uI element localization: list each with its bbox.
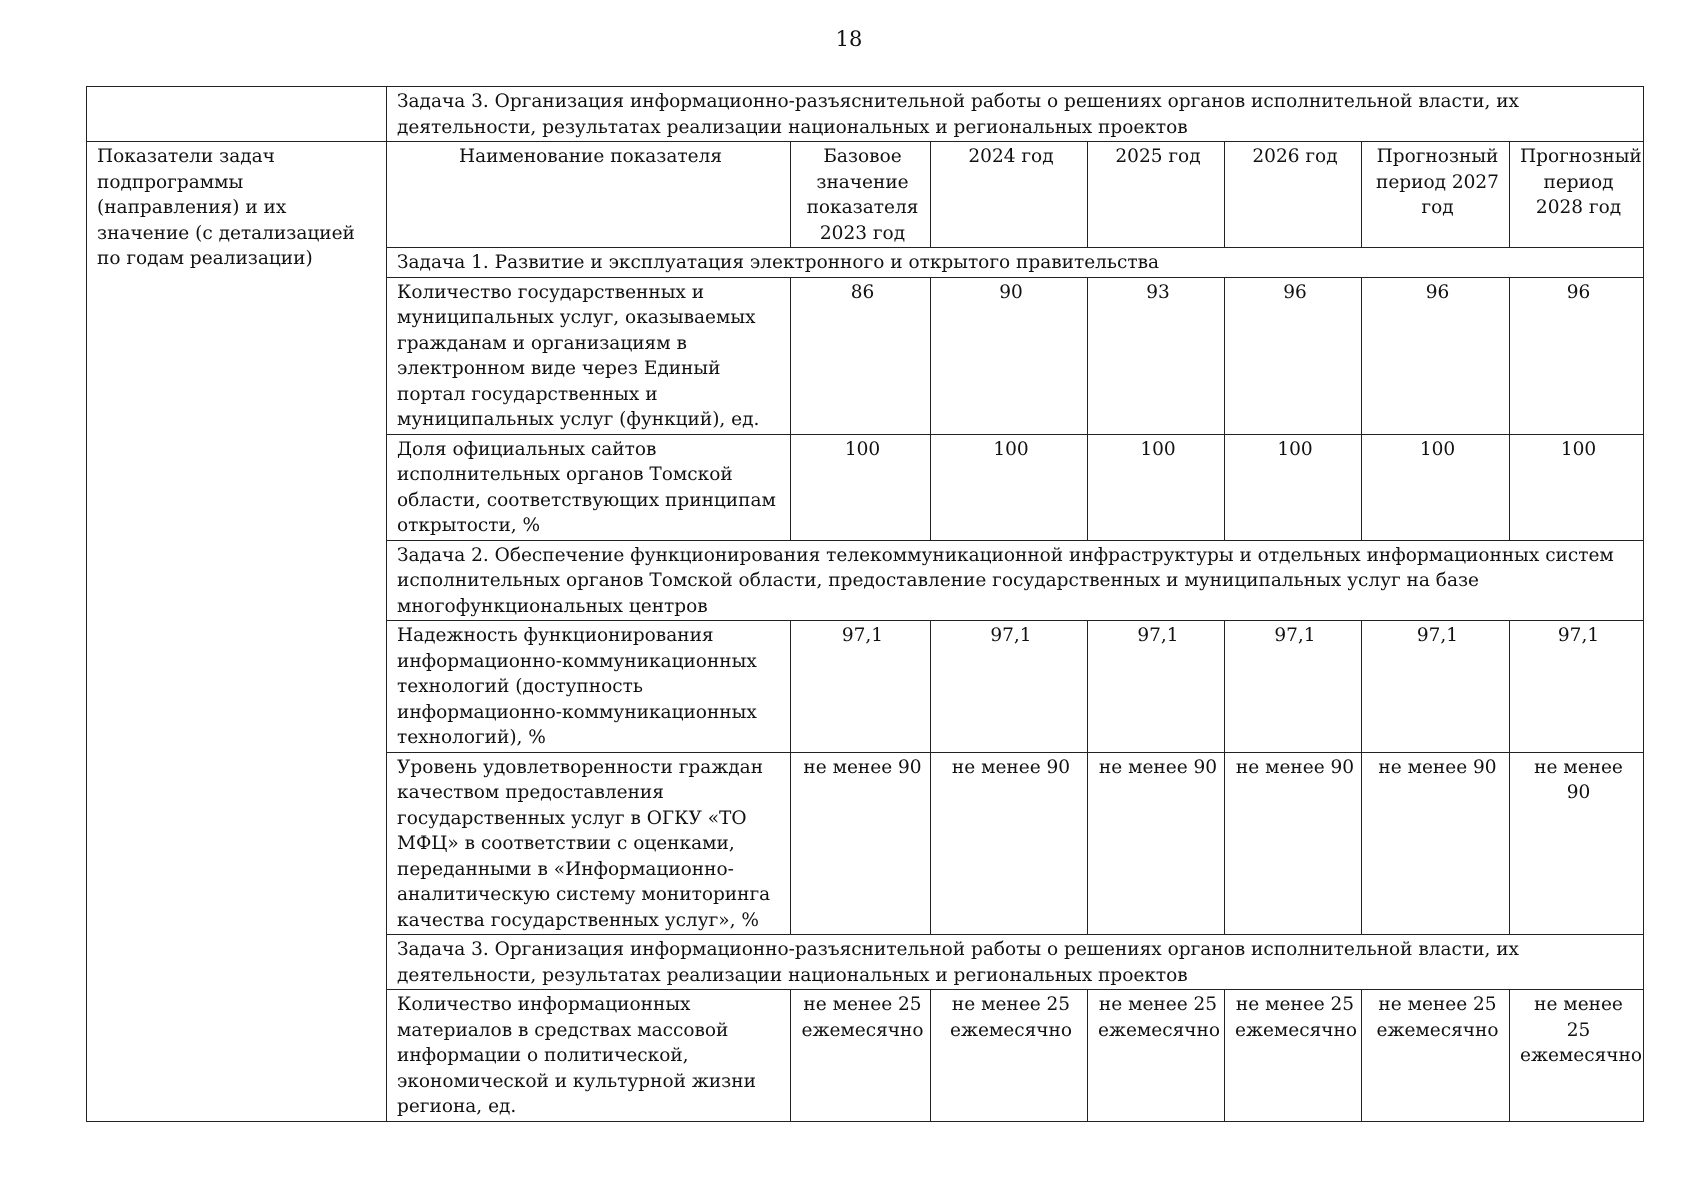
task1-title: Задача 1. Развитие и эксплуатация электронного и открытого правительства bbox=[387, 248, 1644, 278]
header-2026: 2026 год bbox=[1225, 142, 1362, 248]
indicator-name: Количество государственных и муниципальных услуг, оказываемых гражданам и организациям в электронном виде через Единый портал государственных и муниципальных услуг (функций), ед. bbox=[387, 277, 791, 434]
value-base: не менее 90 bbox=[791, 752, 931, 935]
indicator-name: Уровень удовлетворенности граждан качеством предоставления государственных услуг в ОГКУ «ТО МФЦ» в соответствии с оценками, переданными в «Информационно-аналитическую систему мониторинга качества государственных услуг», % bbox=[387, 752, 791, 935]
top-task-title: Задача 3. Организация информационно-разъяснительной работы о решениях органов исполнительной власти, их деятельности, результатах реализации национальных и региональных проектов bbox=[387, 87, 1644, 142]
value-2024: не менее 90 bbox=[931, 752, 1088, 935]
value-2025: не менее 25 ежемесячно bbox=[1088, 990, 1225, 1122]
value-base: 86 bbox=[791, 277, 931, 434]
value-2025: 93 bbox=[1088, 277, 1225, 434]
header-2025: 2025 год bbox=[1088, 142, 1225, 248]
value-2024: не менее 25 ежемесячно bbox=[931, 990, 1088, 1122]
header-2024: 2024 год bbox=[931, 142, 1088, 248]
header-2028: Прогнозный период 2028 год bbox=[1510, 142, 1644, 248]
header-row bbox=[87, 142, 1644, 248]
value-2027: 97,1 bbox=[1362, 621, 1510, 753]
header-2027: Прогнозный период 2027 год bbox=[1362, 142, 1510, 248]
indicators-table bbox=[86, 86, 1644, 1122]
task3-title: Задача 3. Организация информационно-разъяснительной работы о решениях органов исполнительной власти, их деятельности, результатах реализации национальных и региональных проектов bbox=[387, 935, 1644, 990]
value-base: не менее 25 ежемесячно bbox=[791, 990, 931, 1122]
value-2026: 97,1 bbox=[1225, 621, 1362, 753]
page-number: 18 bbox=[835, 27, 863, 51]
value-2024: 100 bbox=[931, 434, 1088, 540]
header-base: Базовое значение показателя 2023 год bbox=[791, 142, 931, 248]
task2-title: Задача 2. Обеспечение функционирования телекоммуникационной инфраструктуры и отдельных информационных систем исполнительных органов Томской области, предоставление государственных и муниципальных услуг на базе многофункциональных центров bbox=[387, 540, 1644, 621]
indicator-name: Количество информационных материалов в средствах массовой информации о политической, экономической и культурной жизни региона, ед. bbox=[387, 990, 791, 1122]
value-2027: 100 bbox=[1362, 434, 1510, 540]
value-2027: 96 bbox=[1362, 277, 1510, 434]
value-2025: не менее 90 bbox=[1088, 752, 1225, 935]
value-2025: 100 bbox=[1088, 434, 1225, 540]
value-2024: 90 bbox=[931, 277, 1088, 434]
value-2028: 96 bbox=[1510, 277, 1644, 434]
value-2028: не менее 25 ежемесячно bbox=[1510, 990, 1644, 1122]
value-2026: не менее 25 ежемесячно bbox=[1225, 990, 1362, 1122]
top-task-row bbox=[87, 87, 1644, 142]
value-base: 100 bbox=[791, 434, 931, 540]
left-label: Показатели задач подпрограммы (направления) и их значение (с детализацией по годам реализации) bbox=[87, 142, 387, 1122]
value-base: 97,1 bbox=[791, 621, 931, 753]
value-2026: не менее 90 bbox=[1225, 752, 1362, 935]
value-2026: 96 bbox=[1225, 277, 1362, 434]
indicator-name: Доля официальных сайтов исполнительных органов Томской области, соответствующих принципам открытости, % bbox=[387, 434, 791, 540]
value-2028: не менее 90 bbox=[1510, 752, 1644, 935]
value-2028: 100 bbox=[1510, 434, 1644, 540]
value-2025: 97,1 bbox=[1088, 621, 1225, 753]
value-2028: 97,1 bbox=[1510, 621, 1644, 753]
empty-cell bbox=[87, 87, 387, 142]
value-2027: не менее 90 bbox=[1362, 752, 1510, 935]
value-2026: 100 bbox=[1225, 434, 1362, 540]
header-name: Наименование показателя bbox=[387, 142, 791, 248]
value-2024: 97,1 bbox=[931, 621, 1088, 753]
indicator-name: Надежность функционирования информационно-коммуникационных технологий (доступность информационно-коммуникационных технологий), % bbox=[387, 621, 791, 753]
value-2027: не менее 25 ежемесячно bbox=[1362, 990, 1510, 1122]
